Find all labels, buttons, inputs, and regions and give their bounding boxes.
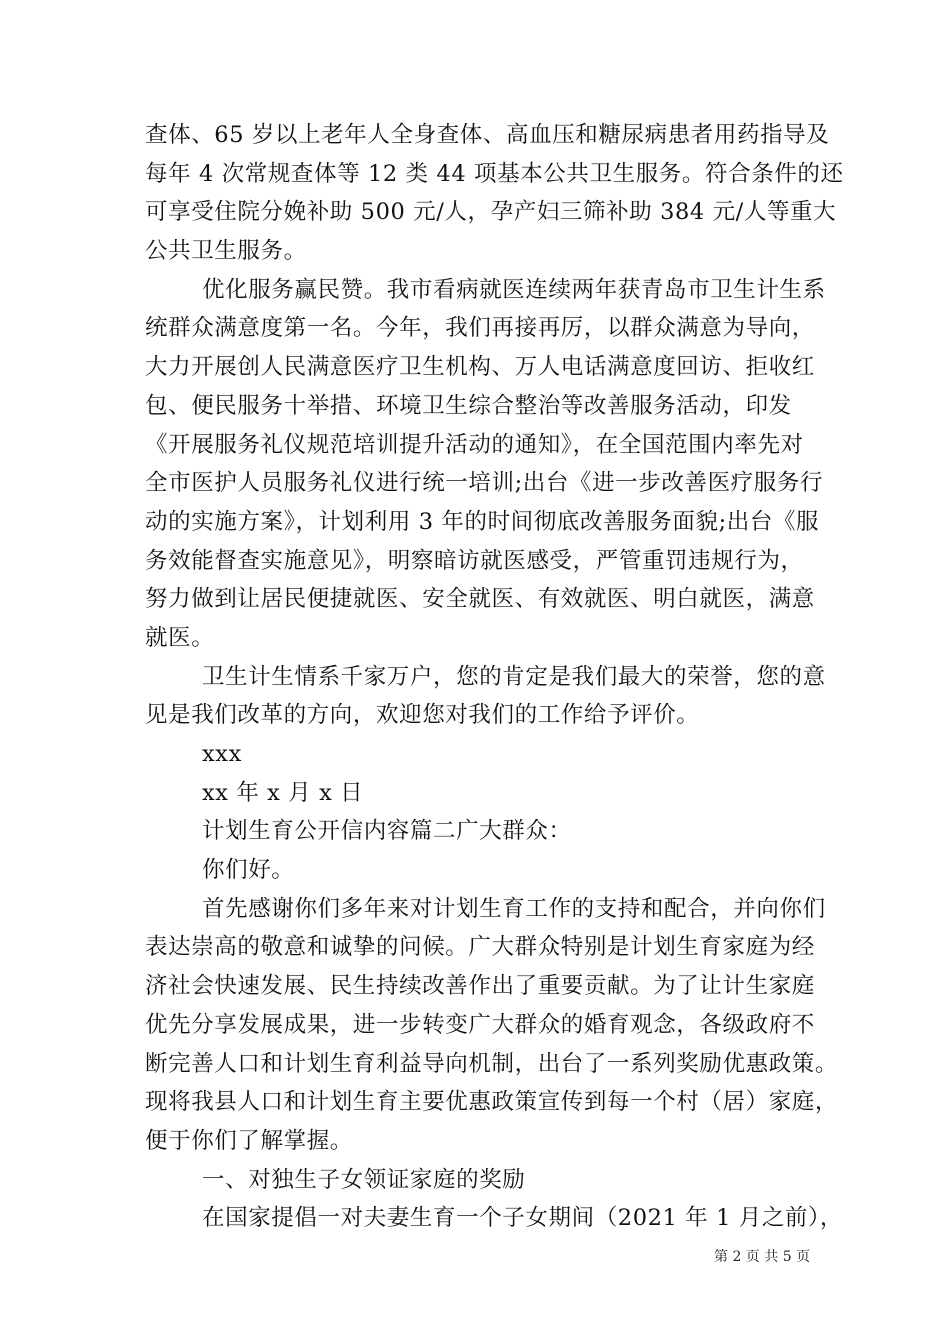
text-line: 便于你们了解掌握。 [145,1127,353,1154]
text-line: 卫生计生情系千家万户，您的肯定是我们最大的荣誉，您的意 [202,663,826,690]
text-line: 公共卫生服务。 [145,238,307,265]
document-body [145,116,844,1238]
text-line: 你们好。 [202,857,295,884]
text-line: 表达崇高的敬意和诚挚的问候。广大群众特别是计划生育家庭为经 [145,934,815,961]
text-line: 每年 4 次常规查体等 12 类 44 项基本公共卫生服务。符合条件的还 [145,160,844,187]
text-line: xxx [202,741,242,767]
text-line: 包、便民服务十举措、环境卫生综合整治等改善服务活动，印发 [145,392,792,419]
text-line: 一、对独生子女领证家庭的奖励 [202,1166,526,1193]
text-line: 大力开展创人民满意医疗卫生机构、万人电话满意度回访、拒收红 [145,354,815,381]
text-line: 动的实施方案》，计划利用 3 年的时间彻底改善服务面貌;出台《服 [145,508,820,535]
text-line: 可享受住院分娩补助 500 元/人，孕产妇三筛补助 384 元/人等重大 [145,199,837,226]
text-line: 努力做到让居民便捷就医、安全就医、有效就医、明白就医，满意 [145,586,815,613]
text-line: 优化服务赢民赞。我市看病就医连续两年获青岛市卫生计生系 [202,276,826,303]
text-line: 见是我们改革的方向，欢迎您对我们的工作给予评价。 [145,702,700,729]
text-line: 济社会快速发展、民生持续改善作出了重要贡献。为了让计生家庭 [145,973,815,1000]
text-line: 现将我县人口和计划生育主要优惠政策宣传到每一个村（居）家庭， [145,1089,839,1116]
text-line: 务效能督查实施意见》，明察暗访就医感受，严管重罚违规行为， [145,547,804,574]
text-line: 在国家提倡一对夫妻生育一个子女期间（2021 年 1 月之前）， [202,1205,843,1232]
text-line: 查体、65 岁以上老年人全身查体、高血压和糖尿病患者用药指导及 [145,122,830,148]
text-line: xx 年 x 月 x 日 [202,779,364,806]
text-line: 计划生育公开信内容篇二广大群众： [202,818,572,845]
text-line: 统群众满意度第一名。今年，我们再接再厉，以群众满意为导向， [145,315,815,342]
text-line: 断完善人口和计划生育利益导向机制，出台了一系列奖励优惠政策。 [145,1050,839,1077]
text-line: 优先分享发展成果，进一步转变广大群众的婚育观念，各级政府不 [145,1011,815,1038]
text-line: 首先感谢你们多年来对计划生育工作的支持和配合，并向你们 [202,895,826,922]
text-line: 《开展服务礼仪规范培训提升活动的通知》，在全国范围内率先对 [145,431,804,458]
page-number: 第 2 页 共 5 页 [714,1249,811,1265]
text-line: 全市医护人员服务礼仪进行统一培训;出台《进一步改善医疗服务行 [145,470,824,497]
text-line: 就医。 [145,624,215,651]
